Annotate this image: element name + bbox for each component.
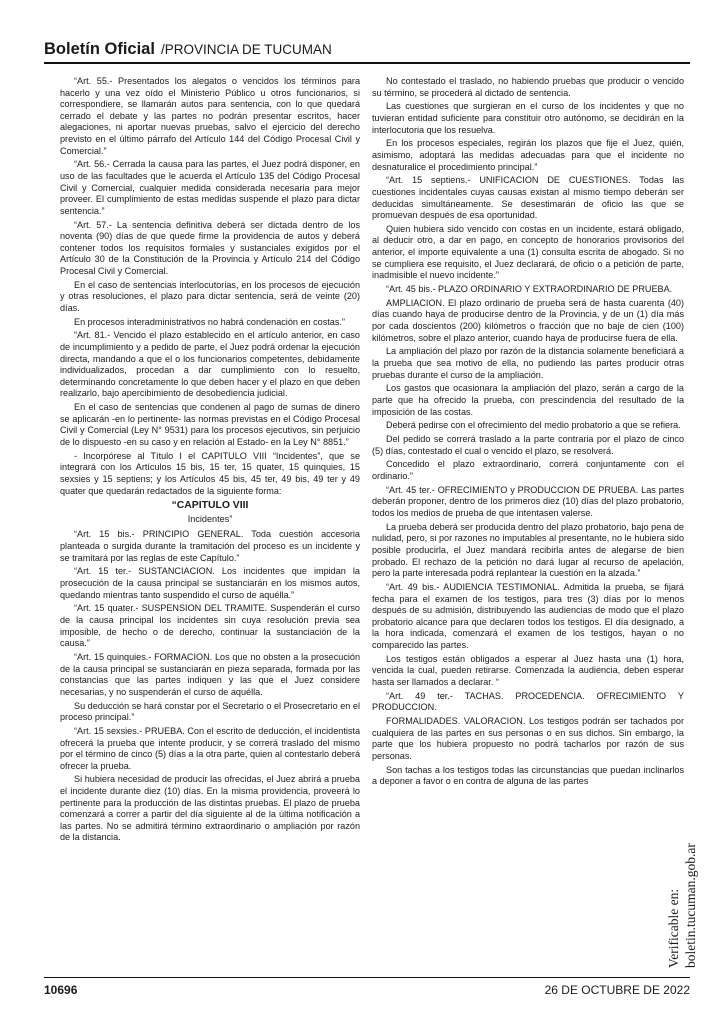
paragraph: FORMALIDADES. VALORACION. Los testigos podrán ser tachados por cualquiera de las partes en sus personas o en sus dichos. Sin embargo, la parte que los hubiera propuesto no podrá tacharlos por razón de sus personas. [372,716,684,761]
paragraph: “Art. 15 sexsies.- PRUEBA. Con el escrito de deducción, el incidentista ofrecerá la prueba que intente producir, y se correrá traslado del mismo por el término de cinco (5) días a la otra parte, quien al contestarlo deberá ofrecer la prueba. [60,725,360,771]
verification-url: boletin.tucuman.gob.ar [683,843,698,968]
paragraph: Concedido el plazo extraordinario, correrá conjuntamente con el ordinario.” [372,459,684,482]
paragraph: La prueba deberá ser producida dentro del plazo probatorio, bajo pena de nulidad, pero, si por razones no imputables al presentante, no le hubiera sido posible producirla, el Juez mandará recibirla antes de alegarse de bien probado. El rechazo de la petición no dará lugar al recurso de apelación, pero la parte interesada podrá replantear la cuestión en la alzada.” [372,521,684,579]
paragraph: “Art. 15 septiens.- UNIFICACION DE CUESTIONES. Todas las cuestiones incidentales cuyas causas existan al mismo tiempo deberán ser deducidas simultáneamente. Se desestimarán de oficio las que se promuevan después de esa oportunidad. [372,175,684,221]
paragraph: En procesos interadministrativos no habrá condenación en costas.” [74,316,345,327]
page-number: 10696 [44,983,78,997]
paragraph: Los gastos que ocasionara la ampliación del plazo, serán a cargo de la parte que ha ofrecido la prueba, con prescindencia del resultado de la imposición de las costas. [372,383,684,417]
verification-note [659,820,709,970]
header-rule [44,62,690,64]
paragraph: “Art. 15 quater.- SUSPENSION DEL TRAMITE. Suspenderán el curso de la causa principal los incidentes sin cuya resolución previa sea imposible, de hecho o de derecho, continuar la sustanciación de la causa.” [60,603,360,649]
right-column [372,76,684,790]
paragraph: En el caso de sentencias que condenen al pago de sumas de dinero se aplicarán -en lo pertinente- las normas previstas en el Código Procesal Civil y Comercial (Ley N° 9531) para los procesos ejecutivos, sin perjuicio de lo dispuesto -en su caso y en relación al Estado- en la Ley N° 8851.” [60,402,360,447]
paragraph: Deberá pedirse con el ofrecimiento del medio probatorio a que se refiera. [386,420,681,431]
chapter-subtitle: Incidentes” [187,513,233,524]
paragraph: “Art. 81.- Vencido el plazo establecido en el artículo anterior, en caso de incumplimiento y a pedido de parte, el Juez podrá ordenar la ejecución directa, mandando a que el o los funcionarios competentes, debidamente individualizados, procedan a dar cumplimiento con lo resuelto, determinando concretamente lo que deben hacer y el plazo en que deben realizarlo, bajo apercibimiento de desobediencia judicial. [60,330,360,399]
paragraph: “Art. 15 quinquies.- FORMACION. Los que no obsten a la prosecución de la causa principal se sustanciarán en pieza separada, formada por las constancias que las partes indiquen y las que el Juez considere necesarias, y no suspenderán el curso de aquélla. [60,651,360,697]
page-header [44,40,690,62]
left-column [60,76,360,846]
paragraph: Del pedido se correrá traslado a la parte contraria por el plazo de cinco (5) días, contestado el cual o vencido el plazo, se resolverá. [372,434,684,456]
paragraph: “Art. 45 ter.- OFRECIMIENTO y PRODUCCION DE PRUEBA. Las partes deberán proponer, dentro de los primeros diez (10) días del plazo probatorio, todos los medios de prueba de que intentasen valerse. [372,484,684,519]
chapter-title: “CAPITULO VIII [171,500,249,512]
paragraph: AMPLIACION. El plazo ordinario de prueba será de hasta cuarenta (40) días cuando haya de producirse dentro de la Provincia, y de un (1) día más por cada doscientos (200) kilómetros o fracción que no baje de cien (100) kilómetros, sobre el plazo anterior, cuando haya de producirse fuera de ella. [372,297,684,343]
paragraph: “Art. 15 ter.- SUSTANCIACION. Los incidentes que impidan la prosecución de la causa principal se sustanciarán en los mismos autos, quedando mientras tanto suspendido el curso de aquélla.” [60,566,360,600]
paragraph: No contestado el traslado, no habiendo pruebas que producir o vencido su término, se procederá al dictado de sentencia. [372,76,684,98]
paragraph: Quien hubiera sido vencido con costas en un incidente, estará obligado, al deducir otro, a dar en pago, en concepto de honorarios provisorios del anterior, el importe equivalente a una (1) consulta escrita de abogado. Si no se cumpliera ese requisito, el Juez declarará, de oficio o a petición de parte, inadmisible el nuevo incidente.” [372,223,684,281]
footer-rule [44,977,690,978]
verification-label: Verificable en: [666,888,681,968]
paragraph: Los testigos están obligados a esperar al Juez hasta una (1) hora, vencida la cual, pueden retirarse. Comenzada la audiencia, deben esperar hasta ser llamados a declarar. “ [372,653,684,687]
issue-date: 26 DE OCTUBRE DE 2022 [544,983,690,997]
bulletin-title: Boletín Oficial [44,40,155,58]
paragraph: Las cuestiones que surgieran en el curso de los incidentes y que no tuvieran entidad suficiente para constituir otro autónomo, se decidirán en la interlocutoria que los resuelva. [372,101,684,135]
paragraph: “Art. 49 ter.- TACHAS. PROCEDENCIA. OFRECIMIENTO Y PRODUCCION. [372,690,684,713]
paragraph: “Art. 56.- Cerrada la causa para las partes, el Juez podrá disponer, en uso de las facultades que le acuerda el Artículo 135 del Código Procesal Civil y Comercial, cualquier medida considerada necesaria para mejor proveer. El cumplimiento de estas medidas suspende el plazo para dictar sentencia.” [60,159,360,216]
paragraph: Si hubiera necesidad de producir las ofrecidas, el Juez abrirá a prueba el incidente durante diez (10) días. En la misma providencia, proveerá lo pertinente para la producción de las distintas pruebas. El plazo de prueba comenzará a correr a partir del día siguiente al de la última notificación a las partes. No se admitirá término extraordinario o ampliación por razón de la distancia. [60,774,360,843]
paragraph: En los procesos especiales, regirán los plazos que fije el Juez, quién, asimismo, adoptará las medidas adecuadas para que el incidente no desnaturalice el procedimiento principal.” [372,138,684,172]
paragraph: - Incorpórese al Título I el CAPITULO VIII “Incidentes”, que se integrará con los Artículos 15 bis, 15 ter, 15 quater, 15 quinquies, 15 sexsies y 15 septiens; y los Artículos 45 bis, 45 ter, 49 bis, 49 ter y 49 quater que quedarán redactados de la siguiente forma: [60,450,360,496]
paragraph: En el caso de sentencias interlocutorias, en los procesos de ejecución y otras resoluciones, el plazo para dictar sentencia, será de veinte (20) días. [60,279,360,313]
paragraph: “Art. 55.- Presentados los alegatos o vencidos los términos para hacerlo y una vez oído el Ministerio Público u otros funcionarios, si correspondiere, se llamarán autos para sentencia, con lo que quedará cerrado el debate y las partes no podrán presentar escritos, hacer alegaciones, ni aportar nuevas pruebas, salvo el ejercicio del derecho previsto en el último párrafo del Artículo 144 del Código Procesal Civil y Comercial.” [60,76,360,156]
paragraph: “Art. 45 bis.- PLAZO ORDINARIO Y EXTRAORDINARIO DE PRUEBA. [386,284,673,295]
paragraph: “Art. 15 bis.- PRINCIPIO GENERAL. Toda cuestión accesoria planteada o surgida durante la tramitación del proceso es un incidente y se tramitará por las reglas de este Capítulo.” [60,529,360,563]
province-label: /PROVINCIA DE TUCUMAN [160,42,332,57]
paragraph: Son tachas a los testigos todas las circunstancias que puedan inclinarlos a deponer a favor o en contra de alguna de las partes [372,764,684,787]
paragraph: “Art. 57.- La sentencia definitiva deberá ser dictada dentro de los noventa (90) días de que quede firme la providencia de autos y deberá contener todos los requisitos formales y sustanciales exigidos por el Artículo 30 de la Constitución de la Provincia y Artículo 214 del Código Procesal Civil y Comercial. [60,219,360,276]
paragraph: Su deducción se hará constar por el Secretario o el Prosecretario en el proceso principal.” [60,700,360,723]
paragraph: “Art. 49 bis.- AUDIENCIA TESTIMONIAL. Admitida la prueba, se fijará fecha para el examen de los testigos, para tres (3) días por lo menos después de su admisión, distribuyendo las audiencias de modo que el plazo probatorio alcance para que declaren todos los testigos. El día designado, a la hora indicada, comenzará el examen de los testigos, hayan o no comparecido las partes. [372,581,684,650]
page-footer [44,983,690,999]
paragraph: La ampliación del plazo por razón de la distancia solamente beneficiará a la prueba que sea motivo de ella, no pudiendo las partes producir otras pruebas durante el curso de la ampliación. [372,346,684,380]
